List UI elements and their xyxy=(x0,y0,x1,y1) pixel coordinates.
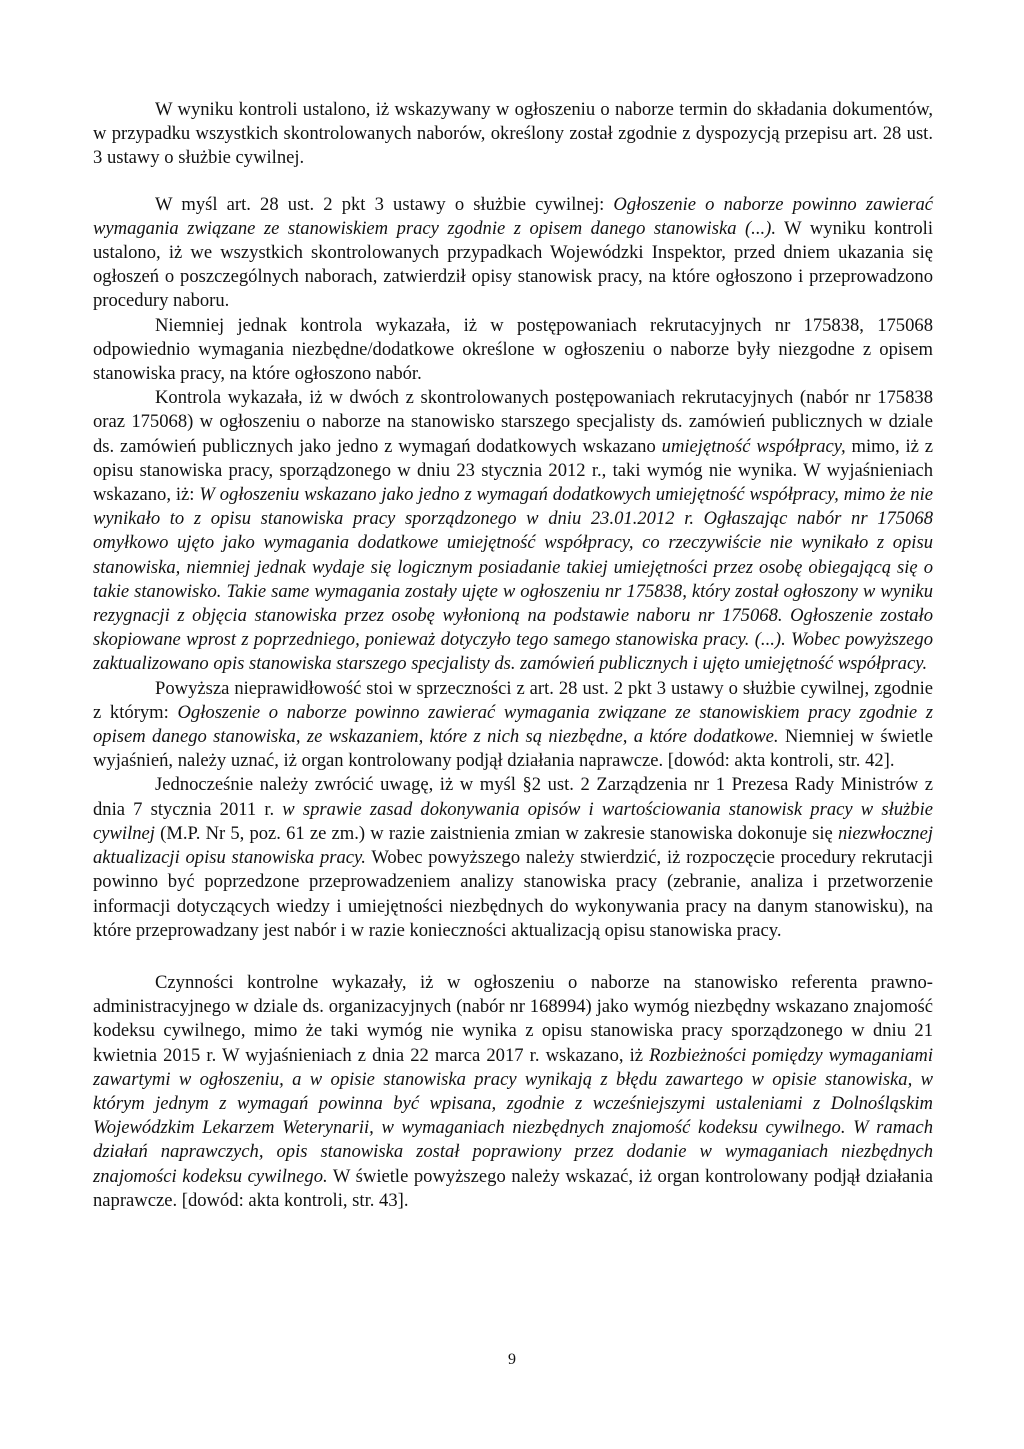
text: Powyższa nieprawidłowość stoi w sprzeczności z art. 28 ust. 2 pkt 3 ustawy o służbie cywilnej, zgodnie z którym: xyxy=(93,677,933,723)
text: Kontrola wykazała, iż w dwóch z skontrolowanych postępowaniach rekrutacyjnych (nabór nr 175838 oraz 175068) w ogłoszeniu o naborze na stanowisko starszego specjalisty ds. zamówień publicznych w dziale ds. zamówień publicznych jako jedno z wymagań dodatkowych wskazano xyxy=(93,387,933,457)
text: W świetle powyższego należy wskazać, iż organ kontrolowany podjął działania naprawcze. [dowód: akta kontroli, str. 43]. xyxy=(93,1165,933,1211)
paragraph-6 xyxy=(93,773,933,942)
emphasis: niezwłocznej aktualizacji opisu stanowiska pracy. xyxy=(93,822,933,869)
paragraph-5 xyxy=(93,677,933,774)
text: W wyniku kontroli ustalono, iż we wszystkich skontrolowanych przypadkach Wojewódzki Inspektor, przed dniem ukazania się ogłoszeń o poszczególnych naborach, zatwierdził opisy stanowisk pracy, na które ogłoszono i przeprowadzono procedury naboru. xyxy=(93,217,933,312)
page-number: 9 xyxy=(508,1351,516,1368)
quote: Rozbieżności pomiędzy wymaganiami zawartymi w ogłoszeniu, a w opisie stanowiska pracy wynikają z błędu zawartego w opisie stanowiska, w którym jednym z wymagań powinna być wpisana, zgodnie z wcześniejszymi ustaleniami z Dolnośląskim Wojewódzkim Lekarzem Weterynarii, w wymaganiach niezbędnych znajomość kodeksu cywilnego. W ramach działań naprawczych, opis stanowiska został poprawiony przez dodanie w wymaganiach niezbędnych znajomości kodeksu cywilnego. xyxy=(93,1044,933,1187)
text: Niemniej w świetle wyjaśnień, należy uznać, iż organ kontrolowany podjął działania naprawcze. [dowód: akta kontroli, str. 42]. xyxy=(93,726,933,772)
paragraph-1 xyxy=(93,98,933,171)
text: W wyniku kontroli ustalono, iż wskazywany w ogłoszeniu o naborze termin do składania dokumentów, w przypadku wszystkich skontrolowanych naborów, określony został zgodnie z dyspozycją przepisu art. 28 ust. 3 ustawy o służbie cywilnej. xyxy=(93,99,933,169)
quote: Ogłoszenie o naborze powinno zawierać wymagania związane ze stanowiskiem pracy zgodnie z opisem danego stanowiska, ze wskazaniem, które z nich są niezbędne, a które dodatkowe. xyxy=(93,701,933,748)
text: Czynności kontrolne wykazały, iż w ogłoszeniu o naborze na stanowisko referenta prawno-administracyjnego w dziale ds. organizacyjnych (nabór nr 168994) jako wymóg niezbędny wskazano znajomość kodeksu cywilnego, mimo że taki wymóg nie wynika z opisu stanowiska pracy sporządzonego w dniu 21 kwietnia 2015 r. W wyjaśnieniach z dnia 22 marca 2017 r. wskazano, iż xyxy=(93,971,933,1066)
text: W myśl art. 28 ust. 2 pkt 3 ustawy o służbie cywilnej: xyxy=(155,193,614,215)
paragraph-4 xyxy=(93,386,933,676)
document-body xyxy=(93,98,933,1213)
paragraph-2 xyxy=(93,193,933,314)
quote: W ogłoszeniu wskazano jako jedno z wymagań dodatkowych umiejętność współpracy, mimo że nie wynikało to z opisu stanowiska pracy sporządzonego w dniu 23.01.2012 r. Ogłaszając nabór nr 175068 omyłkowo ujęto jako wymagania dodatkowe umiejętność współpracy, co rzeczywiście nie wynikało z opisu stanowiska, niemniej jednak wydaje się logicznym posiadanie takiej umiejętności przez osobę obiegającą się o takie stanowisko. Takie same wymagania zostały ujęte w ogłoszeniu nr 175838, który został ogłoszony w wyniku rezygnacji z objęcia stanowiska przez osobę wyłonioną na podstawie naboru nr 175068. Ogłoszenie zostało skopiowane wprost z poprzedniego, ponieważ dotyczyło tego samego stanowiska pracy. (...). Wobec powyższego zaktualizowano opis stanowiska starszego specjalisty ds. zamówień publicznych i ujęto umiejętność współpracy. xyxy=(93,484,934,675)
emphasis: w sprawie zasad dokonywania opisów i wartościowania stanowisk pracy w służbie cywilnej xyxy=(93,798,933,844)
emphasis: umiejętność współpracy, xyxy=(661,435,846,457)
paragraph-3 xyxy=(93,314,933,387)
text: Niemniej jednak kontrola wykazała, iż w postępowaniach rekrutacyjnych nr 175838, 175068 odpowiednio wymagania niezbędne/dodatkowe określone w ogłoszeniu o naborze były niezgodne z opisem stanowiska pracy, na które ogłoszono nabór. xyxy=(93,314,933,385)
quote: Ogłoszenie o naborze powinno zawierać wymagania związane ze stanowiskiem pracy zgodnie z opisem danego stanowiska (...). xyxy=(93,193,934,239)
paragraph-7 xyxy=(93,971,933,1213)
text: Wobec powyższego należy stwierdzić, iż rozpoczęcie procedury rekrutacji powinno być poprzedzone przeprowadzeniem analizy stanowiska pracy (zebranie, analiza i przetworzenie informacji dotyczących wiedzy i umiejętności niezbędnych do wykonywania pracy na danym stanowisku), na które przeprowadzany jest nabór i w razie konieczności aktualizacją opisu stanowiska pracy. xyxy=(93,847,933,941)
text: mimo, iż z opisu stanowiska pracy, sporządzonego w dniu 23 stycznia 2012 r., taki wymóg nie wynika. W wyjaśnieniach wskazano, iż: xyxy=(93,435,934,506)
text: Jednocześnie należy zwrócić uwagę, iż w myśl §2 ust. 2 Zarządzenia nr 1 Prezesa Rady Ministrów z dnia 7 stycznia 2011 r. xyxy=(93,774,933,820)
text: (M.P. Nr 5, poz. 61 ze zm.) w razie zaistnienia zmian w zakresie stanowiska dokonuje się xyxy=(154,822,838,844)
